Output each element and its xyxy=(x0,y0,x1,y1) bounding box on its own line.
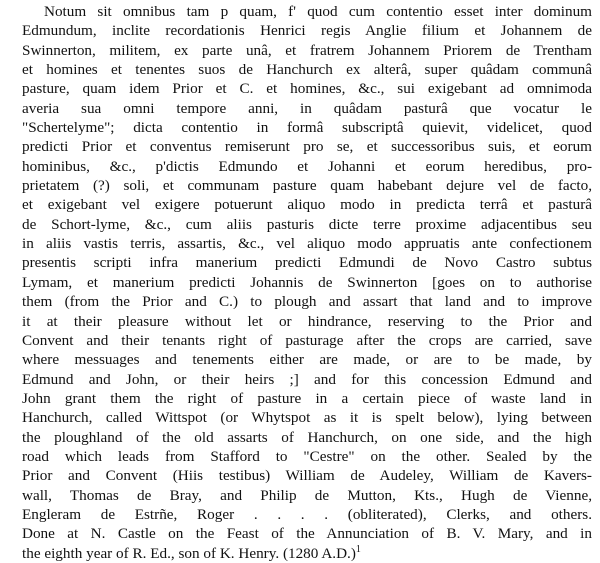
text-line: wall, Thomas de Bray, and Philip de Mutton, Kts., Hugh de Vienne, xyxy=(22,486,592,504)
footnote-marker: 1 xyxy=(355,543,361,555)
text-line: predicti Prior et conventus remiserunt pro se, et successoribus suis, et eorum xyxy=(22,138,592,156)
text-line: prietatem (?) soli, et communam pasture quam habebant dejure vel de facto, xyxy=(22,177,592,195)
text-line: Notum sit omnibus tam p quam, f' quod cum contentio esset inter dominum xyxy=(44,3,592,20)
text-line: Edmundum, inclite recordationis Henrici regis Anglie filium et Johannem de xyxy=(22,22,592,40)
text-line: Prior and Convent (Hiis testibus) William de Audeley, William de Kavers- xyxy=(22,467,592,485)
latin-charter-paragraph xyxy=(22,2,592,563)
text-line: de Schort-lyme, &c., cum aliis pasturis dicte terre proxime adjacentibus seu xyxy=(22,215,592,233)
text-line: Edmund and John, or their heirs ;] and for this concession Edmund and xyxy=(22,370,592,388)
text-line: Engleram de Estrñe, Roger . . . . (obliterated), Clerks, and others. xyxy=(22,505,592,523)
text-line: them (from the Prior and C.) to plough and assart that land and to improve xyxy=(22,293,592,311)
text-line: Lymam, et manerium predicti Johannis de Swinnerton [goes on to authorise xyxy=(22,273,592,291)
text-line: where messuages and tenements either are made, or are to be made, by xyxy=(22,351,592,369)
text-line: Swinnerton, militem, ex parte unâ, et fratrem Johannem Priorem de Trentham xyxy=(22,41,592,59)
text-line: Convent and their tenants right of pasturage after the crops are carried, save xyxy=(22,331,592,349)
text-line: averia sua omni tempore anni, in quâdam pasturâ que vocatur le xyxy=(22,99,592,117)
text-line: "Schertelyme"; dicta contentio in formâ subscriptâ quievit, videlicet, quod xyxy=(22,119,592,137)
text-line: et exigebant vel exigere potuerunt aliquo modo in predicta terrâ et pasturâ xyxy=(22,196,592,214)
text-line: pasture, quam idem Prior et C. et homines, &c., sui exigebant ad omnimoda xyxy=(22,80,592,98)
text-line-last xyxy=(22,544,592,563)
text-line: it at their pleasure without let or hindrance, reserving to the Prior and xyxy=(22,312,592,330)
text-line: the ploughland of the old assarts of Hanchurch, on one side, and the high xyxy=(22,428,592,446)
text-line: John grant them the right of pasture in a certain piece of waste land in xyxy=(22,389,592,407)
last-line-text: the eighth year of R. Ed., son of K. Henry. (1280 A.D.) xyxy=(22,544,356,562)
text-line: in aliis vastis terris, assartis, &c., vel aliquo modo appruatis ante confectionem xyxy=(22,235,592,253)
text-line: hominibus, &c., p'dictis Edmundo et Johanni et eorum heredibus, pro- xyxy=(22,157,592,175)
text-line: Hanchurch, called Wittspot (or Whytspot as it is spelt below), lying between xyxy=(22,409,592,427)
text-line: road which leads from Stafford to "Cestre" on the other. Sealed by the xyxy=(22,447,592,465)
text-line: Done at N. Castle on the Feast of the Annunciation of B. V. Mary, and in xyxy=(22,525,592,543)
text-line: presentis scripti infra manerium predicti Edmundi de Novo Castro subtus xyxy=(22,254,592,272)
text-line: et homines et tenentes suos de Hanchurch ex alterâ, super quâdam communâ xyxy=(22,61,592,79)
